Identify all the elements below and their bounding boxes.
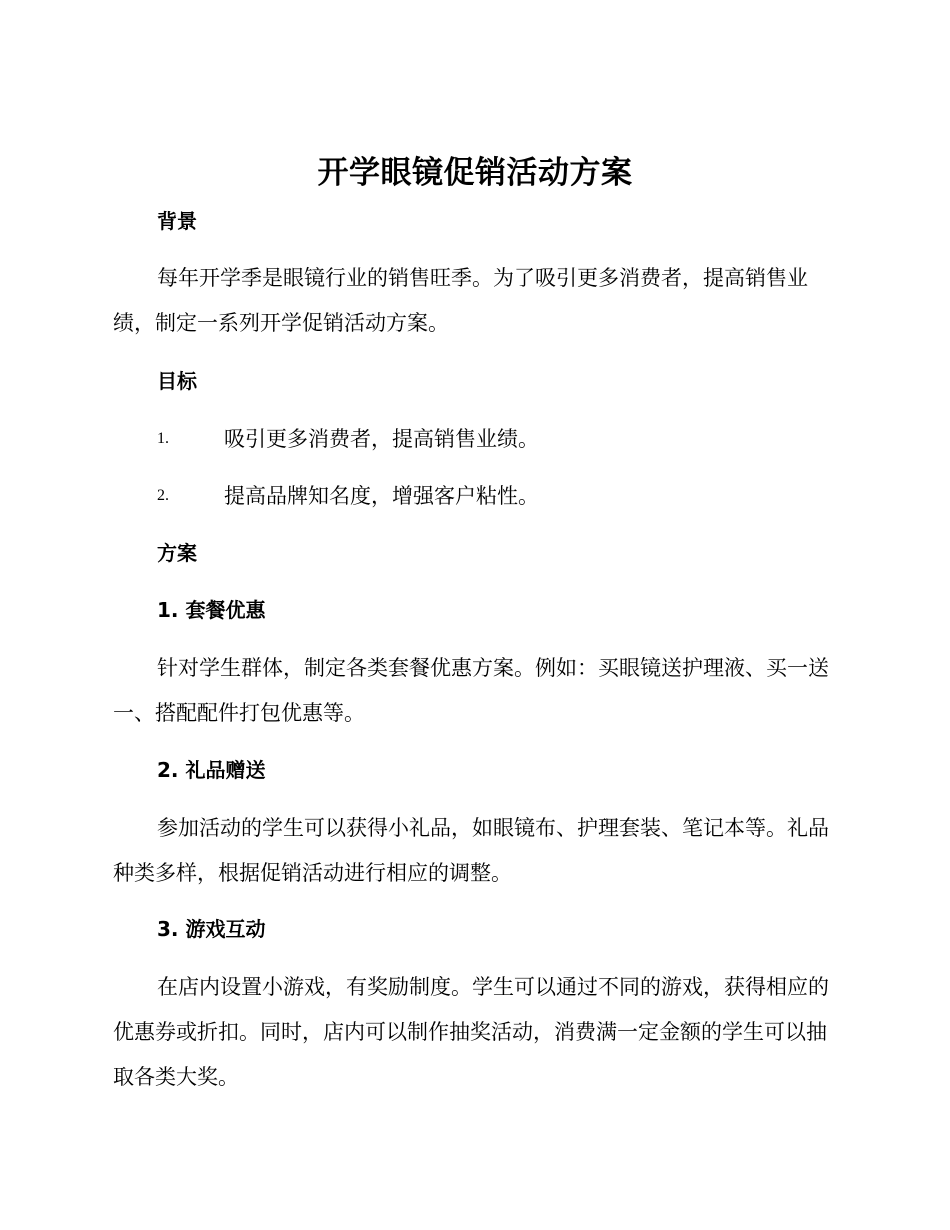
section-heading-gift-giveaway: 2. 礼品赠送 [157, 758, 266, 782]
section-paragraph-package-discount: 针对学生群体，制定各类套餐优惠方案。例如：买眼镜送护理液、买一送一、搭配配件打包优惠等。 [113, 656, 829, 725]
goal-list-item [157, 481, 539, 511]
list-number: 2. [157, 487, 169, 504]
section-heading-package-discount: 1. 套餐优惠 [157, 598, 266, 622]
background-paragraph: 每年开学季是眼镜行业的销售旺季。为了吸引更多消费者，提高销售业绩，制定一系列开学促销活动方案。 [113, 266, 808, 335]
plan-heading: 方案 [157, 541, 197, 565]
list-number: 1. [157, 430, 169, 447]
background-heading: 背景 [157, 209, 197, 233]
list-item-text: 吸引更多消费者，提高销售业绩。 [224, 427, 539, 451]
document-title: 开学眼镜促销活动方案 [317, 155, 633, 191]
section-heading-game-interaction: 3. 游戏互动 [157, 917, 266, 941]
goal-list-item [157, 424, 539, 454]
section-paragraph-game-interaction: 在店内设置小游戏，有奖励制度。学生可以通过不同的游戏，获得相应的优惠券或折扣。同时，店内可以制作抽奖活动，消费满一定金额的学生可以抽取各类大奖。 [113, 975, 829, 1089]
list-item-text: 提高品牌知名度，增强客户粘性。 [224, 484, 539, 508]
goals-heading: 目标 [157, 369, 197, 393]
section-paragraph-gift-giveaway: 参加活动的学生可以获得小礼品，如眼镜布、护理套装、笔记本等。礼品种类多样，根据促销活动进行相应的调整。 [113, 816, 829, 885]
